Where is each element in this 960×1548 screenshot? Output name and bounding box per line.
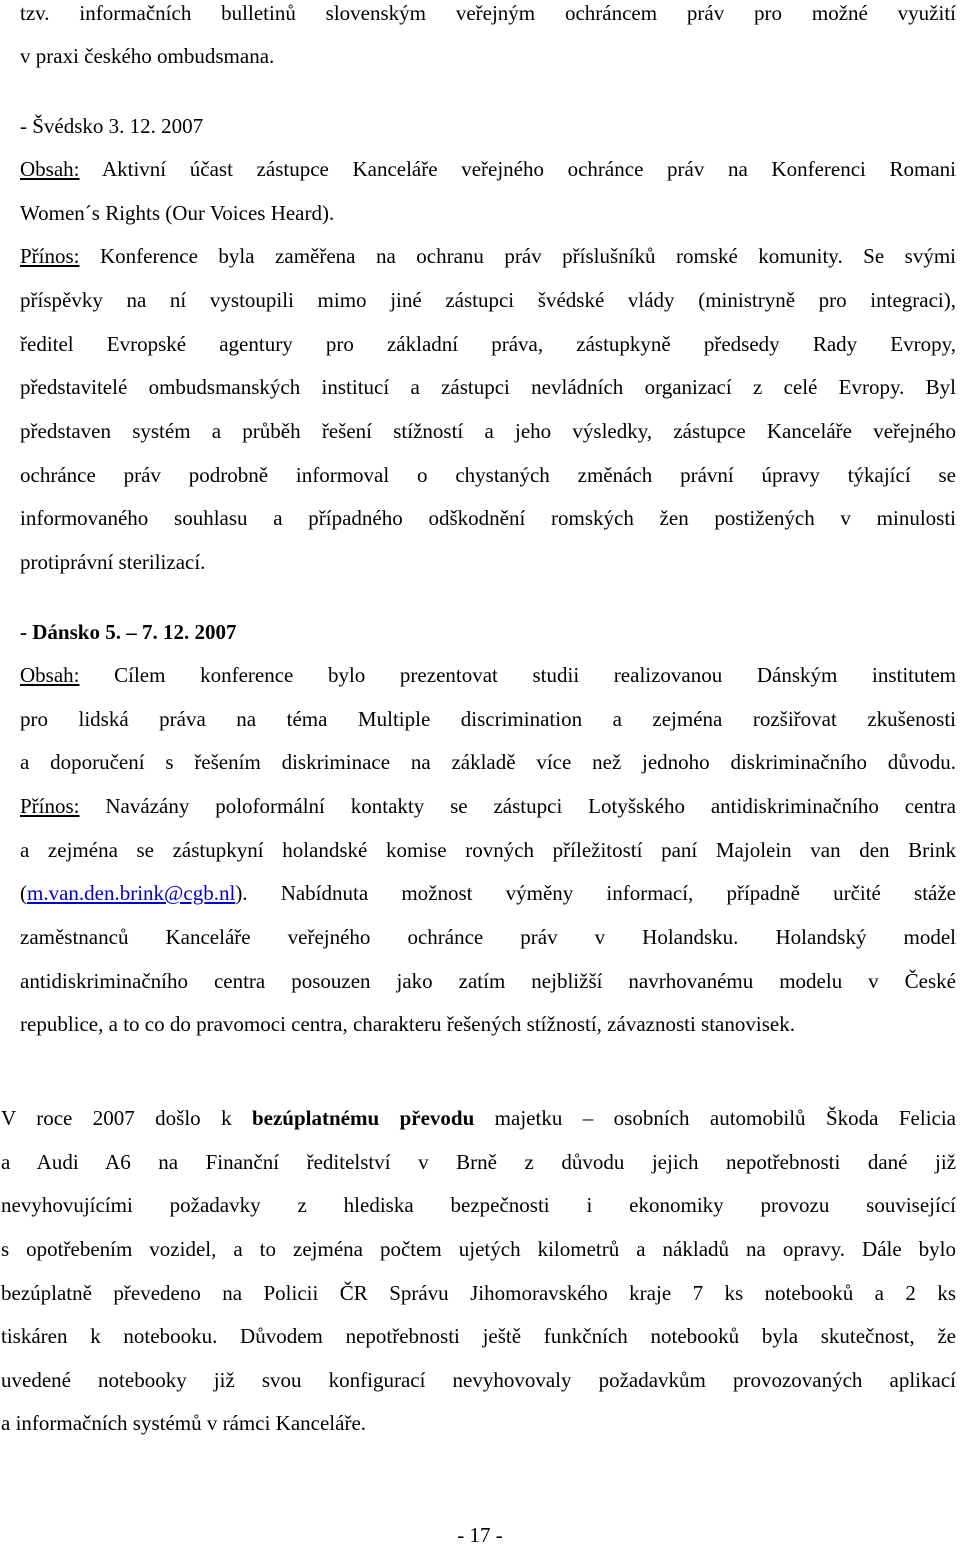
transfer-text-b: majetku – osobních automobilů Škoda Felicia bbox=[474, 1106, 957, 1130]
denmark-prinos-line-1 bbox=[20, 793, 956, 819]
intro-line-1: tzv. informačních bulletinů slovenským veřejným ochráncem práv pro možné využití bbox=[20, 1, 956, 25]
denmark-prinos-line-4: zaměstnanců Kanceláře veřejného ochránce práv v Holandsku. Holandský model bbox=[20, 925, 956, 949]
prinos-text: Navázány poloformální kontakty se zástupci Lotyšského antidiskriminačního centra bbox=[79, 794, 956, 818]
denmark-prinos-line-3 bbox=[20, 880, 956, 906]
obsah-text: Aktivní účast zástupce Kanceláře veřejného ochránce práv na Konferenci Romani bbox=[79, 157, 956, 181]
sweden-heading: - Švédsko 3. 12. 2007 bbox=[20, 114, 204, 138]
sweden-obsah-line-1 bbox=[20, 156, 956, 182]
transfer-text-a: V roce 2007 došlo k bbox=[1, 1106, 252, 1130]
page-number: - 17 - bbox=[457, 1523, 503, 1547]
prinos-label: Přínos: bbox=[20, 244, 80, 268]
sweden-line-7: ochránce práv podrobně informoval o chystaných změnách právní úpravy týkající se bbox=[20, 463, 956, 487]
email-open-paren: ( bbox=[20, 881, 27, 905]
obsah-text: Cílem konference bylo prezentovat studii realizovanou Dánským institutem bbox=[79, 663, 956, 687]
sweden-line-8: informovaného souhlasu a případného odškodnění romských žen postižených v minulosti bbox=[20, 506, 956, 530]
transfer-line-7: uvedené notebooky již svou konfigurací nevyhovovaly požadavkům provozovaných aplikací bbox=[1, 1368, 956, 1392]
prinos-text: Konference byla zaměřena na ochranu práv příslušníků romské komunity. Se svými bbox=[79, 244, 956, 268]
prinos-label: Přínos: bbox=[20, 794, 80, 818]
sweden-line-4: ředitel Evropské agentury pro základní práva, zástupkyně předsedy Rady Evropy, bbox=[20, 332, 956, 356]
transfer-line-4: s opotřebením vozidel, a to zejména počtem ujetých kilometrů a nákladů na opravy. Dále bylo bbox=[1, 1237, 956, 1261]
intro-line-2: v praxi českého ombudsmana. bbox=[20, 44, 275, 68]
denmark-prinos-line-2: a zejména se zástupkyní holandské komise rovných příležitostí paní Majolein van den Brink bbox=[20, 838, 956, 862]
denmark-prinos-line-6: republice, a to co do pravomoci centra, charakteru řešených stížností, závaznosti stanovisek. bbox=[20, 1012, 795, 1036]
sweden-line-6: představen systém a průběh řešení stížností a jeho výsledky, zástupce Kanceláře veřejného bbox=[20, 419, 956, 443]
transfer-line-3: nevyhovujícími požadavky z hlediska bezpečnosti i ekonomiky provozu související bbox=[1, 1193, 956, 1217]
sweden-line-5: představitelé ombudsmanských institucí a zástupci nevládních organizací z celé Evropy. Byl bbox=[20, 375, 956, 399]
sweden-line-3: příspěvky na ní vystoupili mimo jiné zástupci švédské vlády (ministryně pro integraci), bbox=[20, 288, 956, 312]
denmark-obsah-line-2: pro lidská práva na téma Multiple discrimination a zejména rozšiřovat zkušenosti bbox=[20, 707, 956, 731]
transfer-line-5: bezúplatně převedeno na Policii ČR Správu Jihomoravského kraje 7 ks notebooků a 2 ks bbox=[1, 1281, 956, 1305]
obsah-label: Obsah: bbox=[20, 663, 80, 687]
transfer-line-8: a informačních systémů v rámci Kanceláře. bbox=[1, 1411, 367, 1435]
denmark-obsah-line-1 bbox=[20, 662, 956, 688]
sweden-line-9: protiprávní sterilizací. bbox=[20, 550, 206, 574]
denmark-prinos-line-5: antidiskriminačního centra posouzen jako zatím nejbližší navrhovanému modelu v České bbox=[20, 969, 956, 993]
obsah-label: Obsah: bbox=[20, 157, 80, 181]
transfer-line-6: tiskáren k notebooku. Důvodem nepotřebnosti ještě funkčních notebooků byla skutečnost, že bbox=[1, 1324, 956, 1348]
sweden-obsah-line-2: Women´s Rights (Our Voices Heard). bbox=[20, 201, 335, 225]
denmark-obsah-line-3: a doporučení s řešením diskriminace na základě více než jednoho diskriminačního důvodu. bbox=[20, 750, 956, 774]
email-after-text: ). Nabídnuta možnost výměny informací, případně určité stáže bbox=[235, 881, 956, 905]
email-link[interactable]: m.van.den.brink@cgb.nl bbox=[27, 881, 236, 905]
transfer-bold-phrase: bezúplatnému převodu bbox=[251, 1106, 475, 1130]
sweden-prinos-line-1 bbox=[20, 243, 956, 269]
denmark-heading: - Dánsko 5. – 7. 12. 2007 bbox=[20, 620, 237, 644]
transfer-line-1 bbox=[1, 1105, 956, 1131]
transfer-line-2: a Audi A6 na Finanční ředitelství v Brně z důvodu jejich nepotřebnosti dané již bbox=[1, 1150, 956, 1174]
